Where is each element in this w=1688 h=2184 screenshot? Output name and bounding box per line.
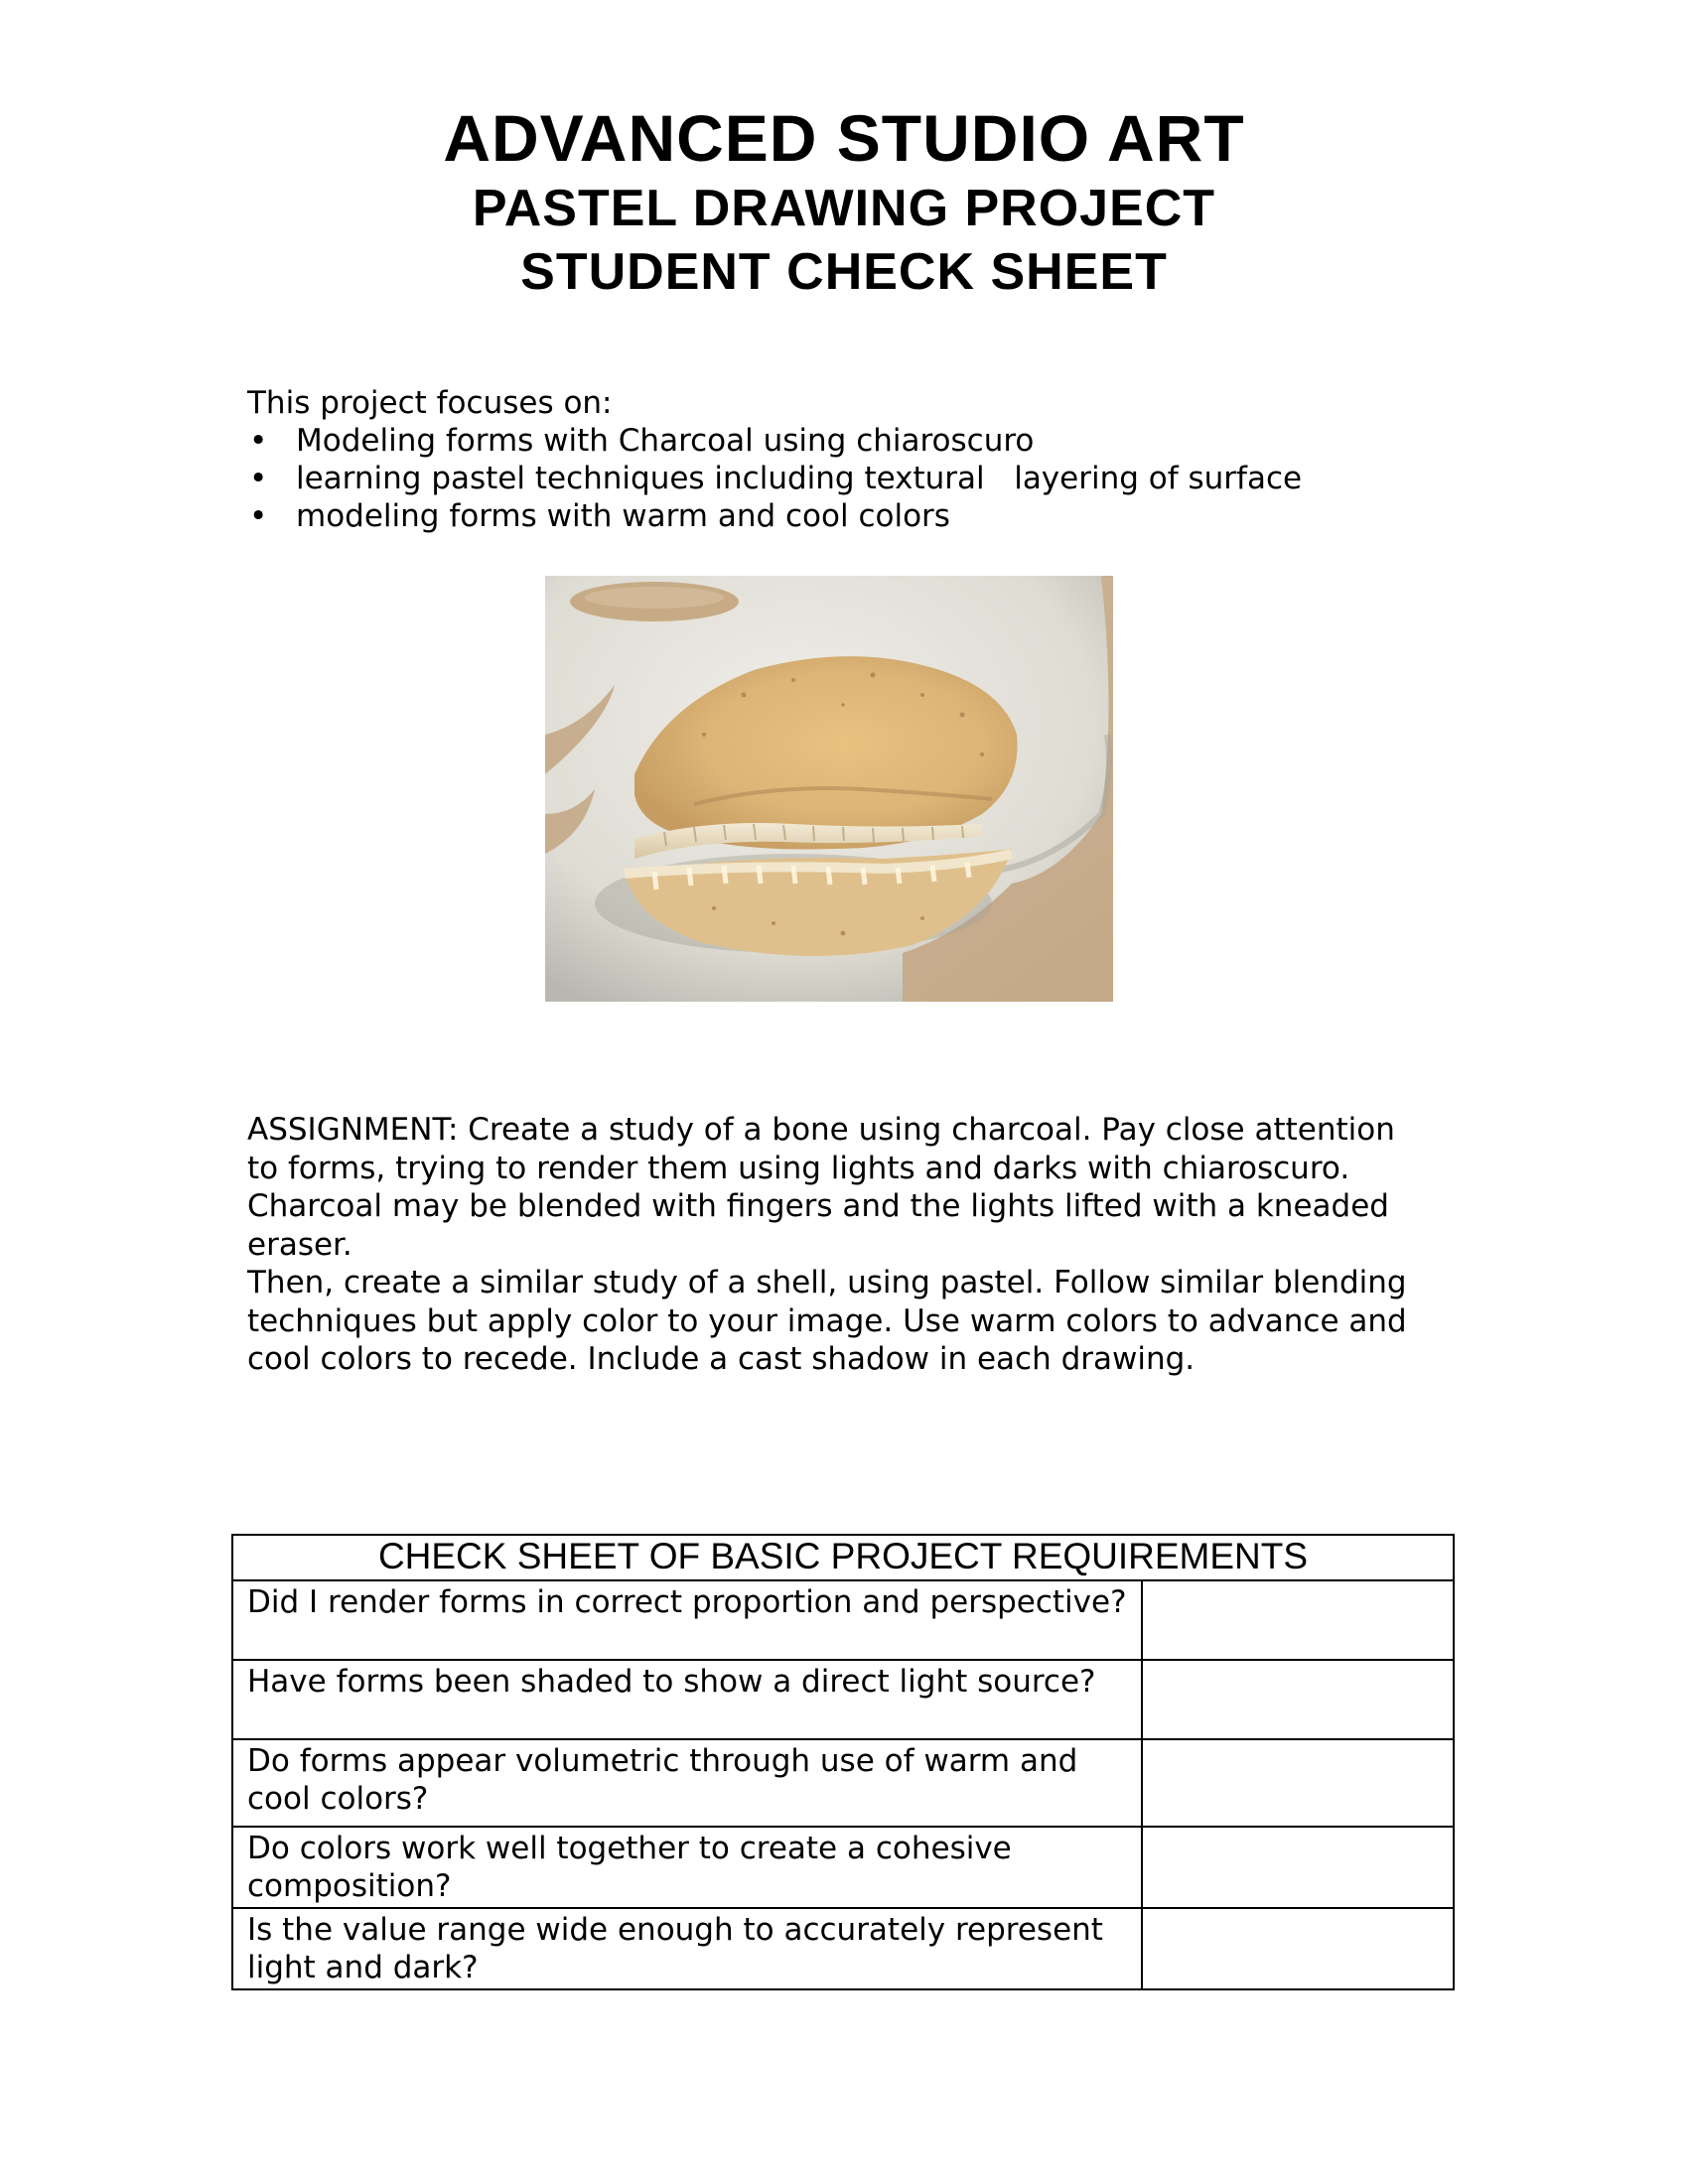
assignment-section — [247, 1111, 1419, 1379]
requirement-question: Do forms appear volumetric through use of warm and cool colors? — [232, 1739, 1142, 1827]
bullet-icon: • — [249, 461, 268, 496]
focus-section — [247, 384, 1439, 535]
requirement-question: Is the value range wide enough to accurately represent light and dark? — [232, 1908, 1142, 1989]
requirement-question: Have forms been shaded to show a direct light source? — [232, 1660, 1142, 1739]
requirements-checksheet — [231, 1534, 1455, 1990]
shell-pastel-artwork — [545, 576, 1113, 1002]
table-row — [232, 1908, 1454, 1989]
table-row — [232, 1739, 1454, 1827]
focus-item-text: learning pastel techniques including textural layering of surface — [296, 461, 1303, 496]
table-header-row — [232, 1535, 1454, 1580]
bullet-icon: • — [249, 423, 268, 459]
focus-item-text: modeling forms with warm and cool colors — [296, 498, 950, 534]
focus-item — [247, 460, 1439, 497]
check-cell[interactable] — [1142, 1827, 1454, 1908]
check-cell[interactable] — [1142, 1908, 1454, 1989]
focus-intro: This project focuses on: — [247, 385, 613, 421]
artwork-illustration — [545, 576, 1113, 1002]
check-cell[interactable] — [1142, 1580, 1454, 1660]
checksheet-heading: CHECK SHEET OF BASIC PROJECT REQUIREMENTS — [232, 1535, 1454, 1580]
table-row — [232, 1580, 1454, 1660]
requirement-question: Did I render forms in correct proportion and perspective? — [232, 1580, 1142, 1660]
focus-item — [247, 497, 1439, 535]
check-cell[interactable] — [1142, 1660, 1454, 1739]
bullet-icon: • — [249, 498, 268, 534]
focus-item-text: Modeling forms with Charcoal using chiaroscuro — [296, 423, 1035, 459]
page-title: ADVANCED STUDIO ART — [443, 101, 1245, 175]
table-row — [232, 1827, 1454, 1908]
assignment-paragraph: Then, create a similar study of a shell, using pastel. Follow similar blending techniques but apply color to your image. Use warm colors to advance and cool colors to recede. Include a cast shadow in each drawing. — [247, 1265, 1407, 1377]
check-cell[interactable] — [1142, 1739, 1454, 1827]
project-title: PASTEL DRAWING PROJECT — [472, 180, 1216, 237]
focus-list — [247, 422, 1439, 535]
page-header — [0, 99, 1688, 304]
sheet-title: STUDENT CHECK SHEET — [520, 243, 1168, 301]
assignment-paragraph: ASSIGNMENT: Create a study of a bone using charcoal. Pay close attention to forms, trying to render them using lights and darks with chiaroscuro. Charcoal may be blended with fingers and the lights lifted with a kneaded eraser. — [247, 1112, 1395, 1263]
focus-item — [247, 422, 1439, 460]
table-row — [232, 1660, 1454, 1739]
requirement-question: Do colors work well together to create a cohesive composition? — [232, 1827, 1142, 1908]
